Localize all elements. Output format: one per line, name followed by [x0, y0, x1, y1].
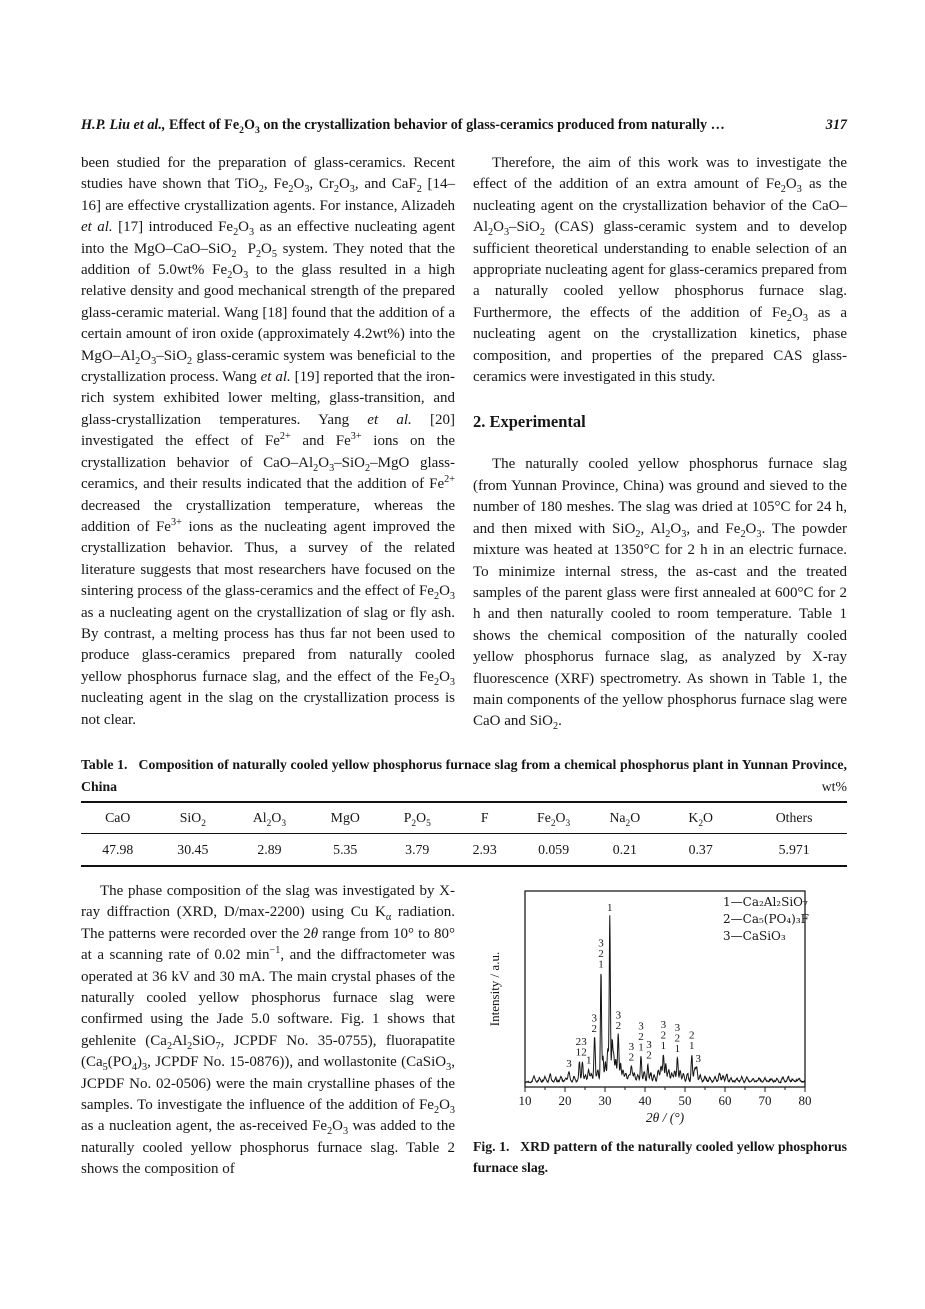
- peak-phase-label: 3: [674, 1022, 681, 1035]
- table-1-block: [81, 754, 847, 867]
- peak-phase-label: 2: [646, 1049, 652, 1062]
- table-header-cell: $P_2O_5$: [383, 802, 452, 834]
- peak-phase-label: 2: [674, 1032, 681, 1045]
- table-1-caption-text: Table 1. Composition of naturally cooled yellow phosphorus furnace slag from a chemical phosphorus plant in Yunnan Province, China: [81, 757, 847, 794]
- table-header-cell: $Al_2O_3$: [231, 802, 308, 834]
- peak-phase-label: 3: [628, 1040, 635, 1053]
- peak-phase-label: 2: [689, 1029, 695, 1042]
- peak-phase-label: 2: [638, 1030, 644, 1043]
- table-value-cell: 2.89: [257, 841, 282, 857]
- table-header-row: [81, 802, 847, 834]
- table-header-cell: $K_2O$: [660, 802, 741, 834]
- table-header-cell: SiO$_2$: [155, 802, 232, 834]
- running-title: H.P. Liu et al., Effect of $Fe_2O_3$ on the crystallization behavior of glass-ceramics produced from naturally …: [81, 117, 725, 136]
- paragraph-literature-review: been studied for the preparation of glass-ceramics. Recent studies have shown that TiO$_2$, $Fe_2O_3$, $Cr_2O_3$, and CaF$_2$ [14–16] are effective crystallization agents. For instance, Alizadeh et al. [17] introduced $Fe_2O_3$ as an effective nucleating agent into the MgO–CaO–SiO$_2$ $P_2O_5$ system. They noted that the addition of 5.0wt% $Fe_2O_3$ to the glass resulted in a high relative density and good mechanical strength of the prepared glass-ceramic material. Wang [18] found that the addition of a certain amount of iron oxide (approximately 4.2wt%) into the MgO–$Al_2O_3-SiO_2$ glass-ceramic system was beneficial to the crystallization process. Wang et al. [19] reported that the iron-rich system exhibited lower melting, glass-transition, and glass-crystallization temperatures. Yang et al. [20] investigated the effect of $Fe^{2+}$ and $Fe^{3+}$ ions on the crystallization behavior of CaO–$Al_2O_3-SiO_2$–MgO glass-ceramics, and their results indicated that the addition of $Fe^{2+}$ decreased the crystallization temperature, whereas the addition of $Fe^{3+}$ ions as the nucleating agent improved the crystallization behavior. Thus, a survey of the related literature suggests that most researchers have focused on the sintering process of the glass-ceramics and the effect of $Fe_2O_3$ as a nucleating agent on the crystallization of slag or fly ash. By contrast, a melting process has thus far not been used to produce glass-ceramics prepared from naturally cooled yellow phosphorus furnace slag, and the effect of the $Fe_2O_3$ nucleating agent in the slag on the crystallization process is not clear.: [81, 155, 456, 728]
- table-1-unit-label: wt%: [821, 778, 847, 794]
- table-value-cell: 0.21: [612, 841, 637, 857]
- peak-phase-label: 1: [586, 1054, 592, 1067]
- peak-phase-label: 1: [638, 1041, 644, 1054]
- peak-phase-label: 1: [689, 1039, 695, 1052]
- table-header-cell: $Fe_2O_3$: [518, 802, 590, 834]
- xrd-chart: [487, 883, 835, 1129]
- table-header-cell: MgO: [308, 802, 383, 834]
- paragraph-xrd-method: The phase composition of the slag was investigated by X-ray diffraction (XRD, D/max-2200) using Cu $K_\alpha$ radiation. The patterns were recorded over the 2θ range from 10° to 80° at a scanning rate of 0.02 $\min^{-1}$, and the diffractometer was operated at 36 kV and 30 mA. The main crystal phases of the naturally cooled yellow phosphorus furnace slag were confirmed using the Jade 5.0 software. Fig. 1 shows that gehlenite ($Ca_2Al_2SiO_7$, JCPDF No. 35-0755), fluorapatite ($Ca_5(PO_4)_3$, JCPDF No. 15-0876)), and wollastonite (CaSiO$_3$, JCPDF No. 02-0506) were the main crystalline phases of the samples. To investigate the influence of the addition of $Fe_2O_3$ as a nucleation agent, the as-received $Fe_2O_3$ was added to the naturally cooled yellow phosphorus furnace slag. Table 2 shows the composition of: [81, 883, 455, 1178]
- table-1-caption: [81, 754, 847, 797]
- left-column-top: [81, 153, 455, 731]
- peak-phase-label: 3: [581, 1035, 587, 1048]
- peak-phase-label: 2: [575, 1035, 582, 1048]
- peak-phase-label: 2: [615, 1019, 622, 1032]
- svg-text:70: 70: [758, 1093, 772, 1108]
- table-1: [81, 801, 847, 867]
- left-column-bottom: [81, 881, 455, 1181]
- paragraph-aim: Therefore, the aim of this work was to investigate the effect of the addition of an extra amount of $Fe_2O_3$ as the nucleating agent on the crystallization behavior of the CaO–$Al_2O_3-SiO_2$ (CAS) glass-ceramic system and to develop sufficient theoretical understanding to enable selection of an appropriate nucleating agent for glass-ceramics prepared from a naturally cooled yellow phosphorus furnace slag. Furthermore, the effects of the addition of $Fe_2O_3$ as a nucleating agent on the crystallization kinetics, phase composition, and properties of the prepared CAS glass-ceramics were investigated in this study.: [473, 155, 847, 386]
- peak-phase-label: 3: [615, 1009, 622, 1022]
- peak-phase-label: 1: [660, 1039, 667, 1052]
- legend-entry: 2—Ca₅(PO₄)₃F: [723, 912, 810, 926]
- peak-phase-label: 2: [628, 1051, 635, 1064]
- paragraph-experimental: The naturally cooled yellow phosphorus furnace slag (from Yunnan Province, China) was ground and sieved to the number of 180 meshes. The slag was dried at 105°C for 24 h, and then mixed with SiO$_2$, $Al_2O_3$, and $Fe_2O_3$. The powder mixture was heated at 1350°C for 2 h in an electric furnace. To minimize internal stress, the as-cast and the treated samples of the parent glass were first annealed at 600°C for 2 h and then naturally cooled to room temperature. Table 1 shows the chemical composition of the naturally cooled yellow phosphorus furnace slag, as analyzed by X-ray fluorescence (XRF) spectrometry. As shown in Table 1, the main components of the yellow phosphorus furnace slag were CaO and SiO$_2$.: [473, 456, 847, 733]
- peak-phase-label: 3: [646, 1039, 652, 1052]
- table-header-cell: F: [452, 802, 518, 834]
- svg-text:20: 20: [558, 1093, 572, 1108]
- table-data-row: [81, 834, 847, 867]
- svg-text:60: 60: [718, 1093, 732, 1108]
- peak-phase-label: 3: [638, 1020, 644, 1033]
- legend-entry: 3—CaSiO₃: [723, 929, 786, 943]
- right-column: [473, 153, 847, 733]
- svg-text:10: 10: [518, 1093, 532, 1108]
- peak-phase-label: 2: [581, 1046, 587, 1059]
- page-number: 317: [825, 117, 847, 133]
- svg-text:50: 50: [678, 1093, 692, 1108]
- table-header-cell: Others: [741, 802, 847, 834]
- peak-phase-label: 1: [575, 1046, 582, 1059]
- peak-phase-label: 2: [598, 947, 604, 960]
- svg-text:80: 80: [798, 1093, 812, 1108]
- table-value-cell: 5.35: [333, 841, 358, 857]
- figure-1: [473, 883, 847, 1178]
- running-header: [81, 116, 847, 134]
- x-axis-label: 2θ / (°): [645, 1110, 685, 1125]
- y-axis-label: Intensity / a.u.: [487, 951, 502, 1027]
- table-header-cell: $Na_2O$: [590, 802, 660, 834]
- table-value-cell: 0.37: [688, 841, 713, 857]
- svg-text:40: 40: [638, 1093, 652, 1108]
- peak-phase-label: 3: [695, 1053, 701, 1066]
- legend-entry: 1—Ca₂Al₂SiO₇: [723, 895, 808, 909]
- peak-phase-label: 2: [660, 1029, 667, 1042]
- table-value-cell: 0.059: [538, 841, 570, 857]
- peak-phase-label: 3: [598, 937, 604, 950]
- table-header-cell: CaO: [81, 802, 155, 834]
- peak-phase-label: 3: [566, 1058, 572, 1071]
- peak-phase-label: 3: [591, 1012, 597, 1025]
- svg-text:30: 30: [598, 1093, 612, 1108]
- table-value-cell: 3.79: [405, 841, 430, 857]
- peak-phase-label: 1: [598, 958, 604, 971]
- peak-phase-label: 1: [607, 902, 613, 914]
- table-value-cell: 2.93: [472, 841, 497, 857]
- section-heading-experimental: 2. Experimental: [473, 412, 586, 432]
- peak-phase-label: 1: [674, 1043, 681, 1056]
- table-value-cell: 30.45: [177, 841, 209, 857]
- table-value-cell: 47.98: [102, 841, 134, 857]
- peak-phase-label: 3: [660, 1018, 667, 1031]
- table-value-cell: 5.971: [778, 841, 810, 857]
- figure-1-caption: Fig. 1. XRD pattern of the naturally cooled yellow phosphorus furnace slag.: [473, 1139, 847, 1175]
- peak-phase-label: 2: [591, 1023, 597, 1036]
